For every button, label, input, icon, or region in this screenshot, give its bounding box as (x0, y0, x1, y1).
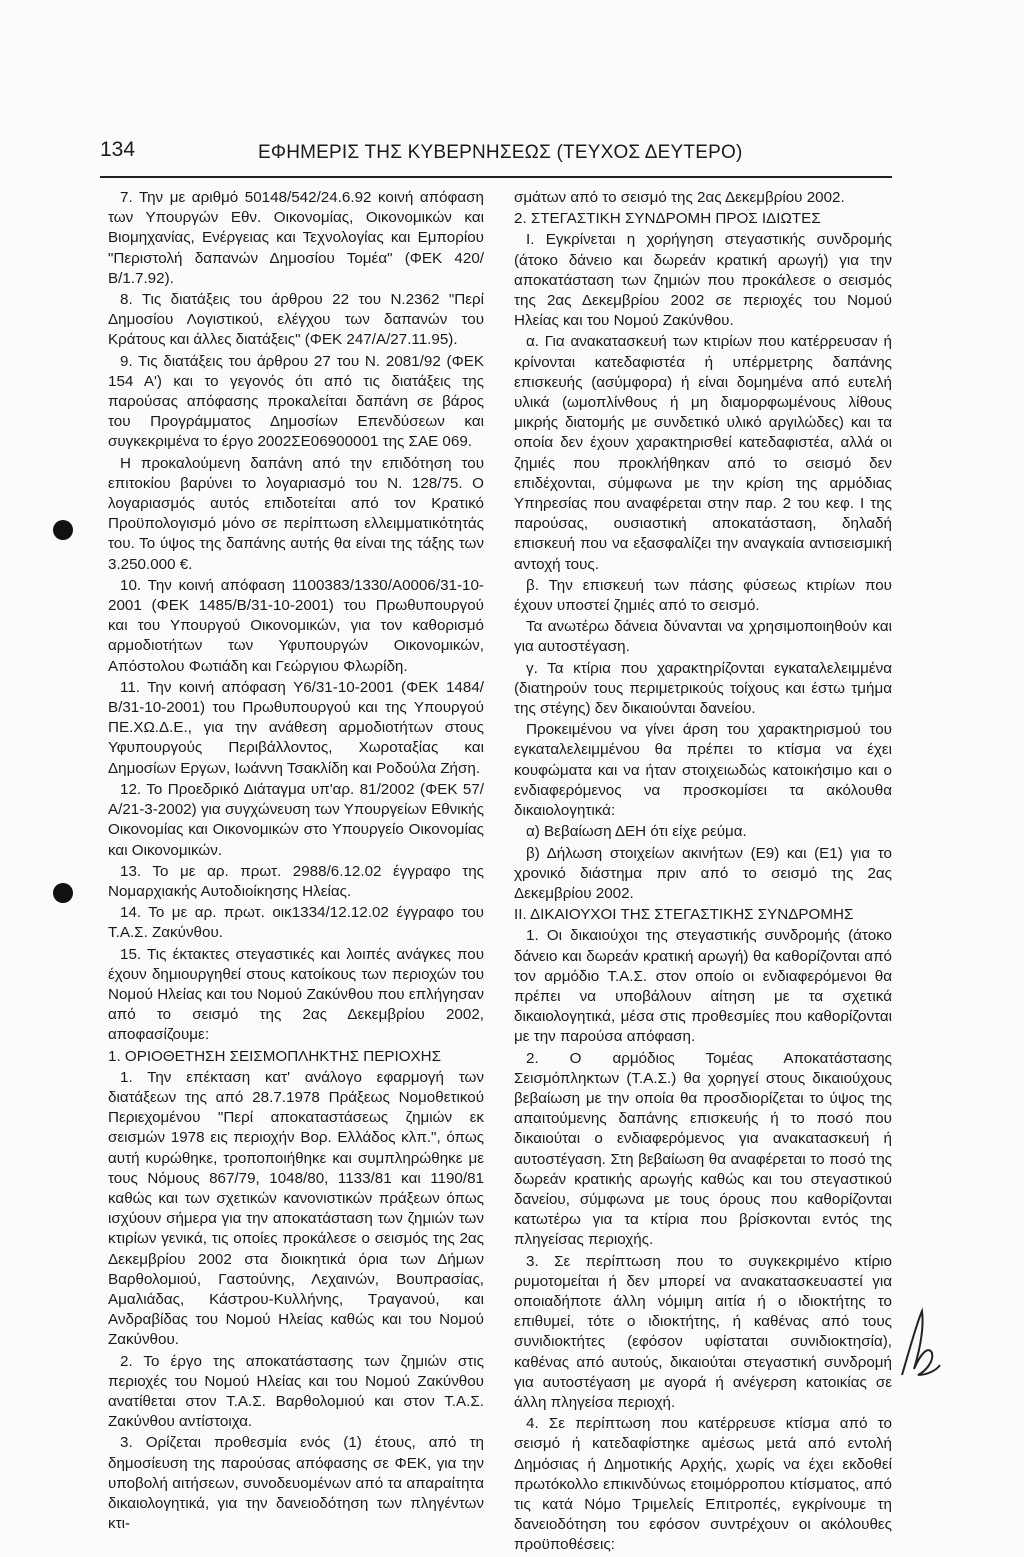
paragraph: 1. Την επέκταση κατ' ανάλογο εφαρμογή των διατάξεων της από 28.7.1978 Πράξεως Νομοθετικού Περιεχομένου "Περί αποκαταστάσεως ζημιών εκ σεισμών 1978 εις περιοχήν Βορ. Ελλάδος κλπ.", όπως αυτή κυρώθηκε, τροποποιήθηκε και συμπληρώθηκε με τους Νόμους 867/79, 1048/80, 1133/81 και 1190/81 καθώς και των σχετικών κανονιστικών πράξεων όπως ισχύουν σήμερα για την αποκατάσταση των ζημιών των κτιρίων γενικά, τις οποίες προκάλεσε ο σεισμός της 2ας Δεκεμβρίου 2002 στα διοικητικά όρια των Δήμων Βαρθολομιού, Γαστούνης, Λεχαινών, Βουπρασίας, Αμαλιάδας, Κάστρου-Κυλλήνης, Τραγανού, και Ανδραβίδας του Νομού Ηλείας καθώς και του Νομού Ζακύνθου. (108, 1068, 484, 1349)
paragraph: γ. Τα κτίρια που χαρακτηρίζονται εγκαταλελειμμένα (διατηρούν τους περιμετρικούς τοίχους και έστω τμήμα της στέγης) δεν δικαιούνται δανείου. (514, 659, 892, 718)
page-number: 134 (100, 138, 136, 161)
paragraph: 3. Σε περίπτωση που το συγκεκριμένο κτίριο ρυμοτομείται ή δεν μπορεί να ανακατασκευαστεί για οποιαδήποτε άλλη νόμιμη αιτία ή ο ιδιοκτήτης το επιθυμεί, τότε ο ιδιοκτήτης, ή καθένας από τους συνιδιοκτήτες (εφόσον υφίσταται συνιδιοκτησία), καθένας από αυτούς, δικαιούται στεγαστική συνδρομή για αυτοστέγαση με αγορά ή ανέγερση κατοικίας σε άλλη πληγείσα περιοχή. (514, 1252, 892, 1411)
section-heading: 2. ΣΤΕΓΑΣΤΙΚΗ ΣΥΝΔΡΟΜΗ ΠΡΟΣ ΙΔΙΩΤΕΣ (514, 210, 821, 228)
punch-hole-mark (53, 520, 73, 540)
paragraph: 10. Την κοινή απόφαση 1100383/1330/Α0006/31-10-2001 (ΦΕΚ 1485/Β/31-10-2001) του Πρωθυπουργού και του Υπουργού Οικονομικών, για τον καθορισμό αρμοδιοτήτων των Υφυπουργών Οικονομικών, Απόστολου Φωτιάδη και Γεώργιου Φλωρίδη. (108, 576, 484, 675)
paragraph: α. Για ανακατασκευή των κτιρίων που κατέρρευσαν ή κρίνονται κατεδαφιστέα ή υπέρμετρης δαπάνης επισκευής (ασύμφορα) ή είναι δομημένα από ευτελή υλικά (ωμοπλίνθους ή μη διαμορφωμένους λίθους μικρής διατομής με συνδετικό υλικό αργιλώδες) και τα οποία δεν έχουν χαρακτηρισθεί κατεδαφιστέα, αλλά οι ζημιές που προκλήθηκαν από το σεισμό δεν επιδέχονται, σύμφωνα με την κρίση της αρμόδιας Υπηρεσίας που αναφέρεται στην παρ. 2 του κεφ. Ι της παρούσας, ουσιαστική αποκατάσταση, δηλαδή επισκευή που να εξασφαλίζει την αναγκαία αντισεισμική αντοχή τους. (514, 333, 892, 573)
paragraph: 1. Οι δικαιούχοι της στεγαστικής συνδρομής (άτοκο δάνειο και δωρεάν κρατική αρωγή) θα καθορίζονται από τον αρμόδιο Τ.Α.Σ. στον οποίο οι ενδιαφερόμενοι θα πρέπει να υποβάλουν αίτηση με τα σχετικά δικαιολογητικά, μέσα στις προθεσμίες που καθορίζονται με την παρούσα απόφαση. (514, 927, 892, 1046)
paragraph: Τα ανωτέρω δάνεια δύνανται να χρησιμοποιηθούν και για αυτοστέγαση. (514, 618, 892, 656)
signature-mark (896, 1305, 944, 1385)
paragraph: 11. Την κοινή απόφαση Υ6/31-10-2001 (ΦΕΚ 1484/Β/31-10-2001) του Πρωθυπουργού και της Υπουργού ΠΕ.ΧΩ.Δ.Ε., για την ανάθεση αρμοδιοτήτων στους Υφυπουργούς Περιβάλλοντος, Χωροταξίας και Δημοσίων Εργων, Ιωάννη Τσακλίδη και Ροδούλα Ζήση. (108, 678, 484, 777)
paragraph: 12. Το Προεδρικό Διάταγμα υπ'αρ. 81/2002 (ΦΕΚ 57/Α/21-3-2002) για συγχώνευση των Υπουργείων Εθνικής Οικονομίας και Οικονομικών στο Υπουργείο Οικονομίας και Οικονομικών. (108, 780, 484, 859)
paragraph: β. Την επισκευή των πάσης φύσεως κτιρίων που έχουν υποστεί ζημιές από το σεισμό. (514, 576, 892, 615)
paragraph: 15. Τις έκτακτες στεγαστικές και λοιπές ανάγκες που έχουν δημιουργηθεί στους κατοίκους των περιοχών του Νομού Ηλείας και του Νομού Ζακύνθου που επλήγησαν από το σεισμό της 2ας Δεκεμβρίου 2002, αποφασίζουμε: (108, 945, 484, 1044)
paragraph: 13. Το με αρ. πρωτ. 2988/6.12.02 έγγραφο της Νομαρχιακής Αυτοδιοίκησης Ηλείας. (108, 862, 484, 900)
paragraph: 2. Ο αρμόδιος Τομέας Αποκατάστασης Σεισμόπληκτων (Τ.Α.Σ.) θα χορηγεί στους δικαιούχους βεβαίωση με την οποία θα προσδιορίζεται το ύψος της απαιτούμενης δαπάνης επισκευής ή το ποσό που δικαιούται ο ενδιαφερόμενος για ανακατασκευή ή αυτοστέγαση. Στη βεβαίωση θα αναφέρεται το ποσό της δωρεάν κρατικής αρωγής καθώς και του στεγαστικού δανείου, σύμφωνα με τους όρους που καθορίζονται κατωτέρω για τα κτίρια που βρίσκονται εντός της πληγείσας περιοχής. (514, 1049, 892, 1249)
running-title: ΕΦΗΜΕΡΙΣ ΤΗΣ ΚΥΒΕΡΝΗΣΕΩΣ (ΤΕΥΧΟΣ ΔΕΥΤΕΡΟ) (258, 142, 743, 163)
paragraph: Ι. Εγκρίνεται η χορήγηση στεγαστικής συνδρομής (άτοκο δάνειο και δωρεάν κρατική αρωγή) για την αποκατάσταση των ζημιών που προκάλεσε ο σεισμός της 2ας Δεκεμβρίου 2002 σε περιοχές του Νομού Ηλείας και του Νομού Ζακύνθου. (514, 231, 892, 330)
punch-hole-mark (53, 883, 73, 903)
paragraph: 8. Τις διατάξεις του άρθρου 22 του Ν.2362 "Περί Δημοσίου Λογιστικού, ελέγχου των δαπανών του Κράτους και άλλες διατάξεις" (ΦΕΚ 247/Α/27.11.95). (108, 291, 484, 349)
paragraph: 9. Τις διατάξεις του άρθρου 27 του Ν. 2081/92 (ΦΕΚ 154 Α') και το γεγονός ότι από τις διατάξεις της παρούσας απόφασης προκαλείται δαπάνη σε βάρος του Προγράμματος Δημοσίων Επενδύσεων και συγκεκριμένα το έργο 2002ΣΕ06900001 της ΣΑΕ 069. (108, 352, 484, 451)
paragraph: 4. Σε περίπτωση που κατέρρευσε κτίσμα από το σεισμό ή κατεδαφίστηκε αμέσως μετά από εντολή Δημόσιας ή Δημοτικής Αρχής, χωρίς να έχει εκδοθεί πρωτόκολλο επικινδύνως ετοιμόρροπου κτίσματος, από τις κατά Νόμο Τριμελείς Επιτροπές, εγκρίνουμε τη δανειοδότηση του εφόσον συντρέχουν οι ακόλουθες προϋποθέσεις: (514, 1415, 892, 1554)
paragraph: β) Δήλωση στοιχείων ακινήτων (Ε9) και (Ε1) για το χρονικό διάστημα πριν από το σεισμό της 2ας Δεκεμβρίου 2002. (514, 844, 892, 902)
paragraph: 2. Το έργο της αποκατάστασης των ζημιών στις περιοχές του Νομού Ηλείας και του Νομού Ζακύνθου ανατίθεται στον Τ.Α.Σ. Βαρθολομιού και στον Τ.Α.Σ. Ζακύνθου αντίστοιχα. (108, 1352, 484, 1431)
paragraph: Προκειμένου να γίνει άρση του χαρακτηρισμού του εγκαταλελειμμένου θα πρέπει το κτίσμα να έχει κουφώματα και να ήταν στοιχειωδώς κατοικήσιμο και ο ενδιαφερόμενος να προσκομίσει τα ακόλουθα δικαιολογητικά: (514, 721, 892, 820)
left-column (108, 188, 484, 1535)
paragraph: Η προκαλούμενη δαπάνη από την επιδότηση του επιτοκίου βαρύνει το λογαριασμό του Ν. 128/75. Ο λογαριασμός αυτός επιδοτείται από τον Κρατικό Προϋπολογισμό μόνο σε περίπτωση ελλειμματικότητάς του. Το ύψος της δαπάνης αυτής θα είναι της τάξης των 3.250.000 €. (108, 454, 484, 573)
paragraph: 3. Ορίζεται προθεσμία ενός (1) έτους, από τη δημοσίευση της παρούσας απόφασης σε ΦΕΚ, για την υποβολή αιτήσεων, συνοδευομένων από τα απαραίτητα δικαιολογητικά, για την δανειοδότηση των πληγέντων κτι- (108, 1434, 484, 1533)
section-heading: 1. ΟΡΙΟΘΕΤΗΣΗ ΣΕΙΣΜΟΠΛΗΚΤΗΣ ΠΕΡΙΟΧΗΣ (108, 1047, 442, 1065)
paragraph: 7. Την με αριθμό 50148/542/24.6.92 κοινή απόφαση των Υπουργών Εθν. Οικονομίας, Οικονομικών και Βιομηχανίας, Ενέργειας και Τεχνολογίας και Εμπορίου "Περιστολή δαπανών Δημοσίου Τομέα" (ΦΕΚ 420/Β/1.7.92). (108, 189, 484, 287)
header-rule (100, 176, 892, 178)
right-column (514, 188, 892, 1557)
paragraph: 14. Το με αρ. πρωτ. οικ1334/12.12.02 έγγραφο του Τ.Α.Σ. Ζακύνθου. (108, 904, 484, 942)
paragraph: σμάτων από το σεισμό της 2ας Δεκεμβρίου 2002. (514, 189, 845, 206)
section-heading: ΙΙ. ΔΙΚΑΙΟΥΧΟΙ ΤΗΣ ΣΤΕΓΑΣΤΙΚΗΣ ΣΥΝΔΡΟΜΗΣ (514, 906, 854, 924)
paragraph: α) Βεβαίωση ΔΕΗ ότι είχε ρεύμα. (526, 823, 747, 841)
